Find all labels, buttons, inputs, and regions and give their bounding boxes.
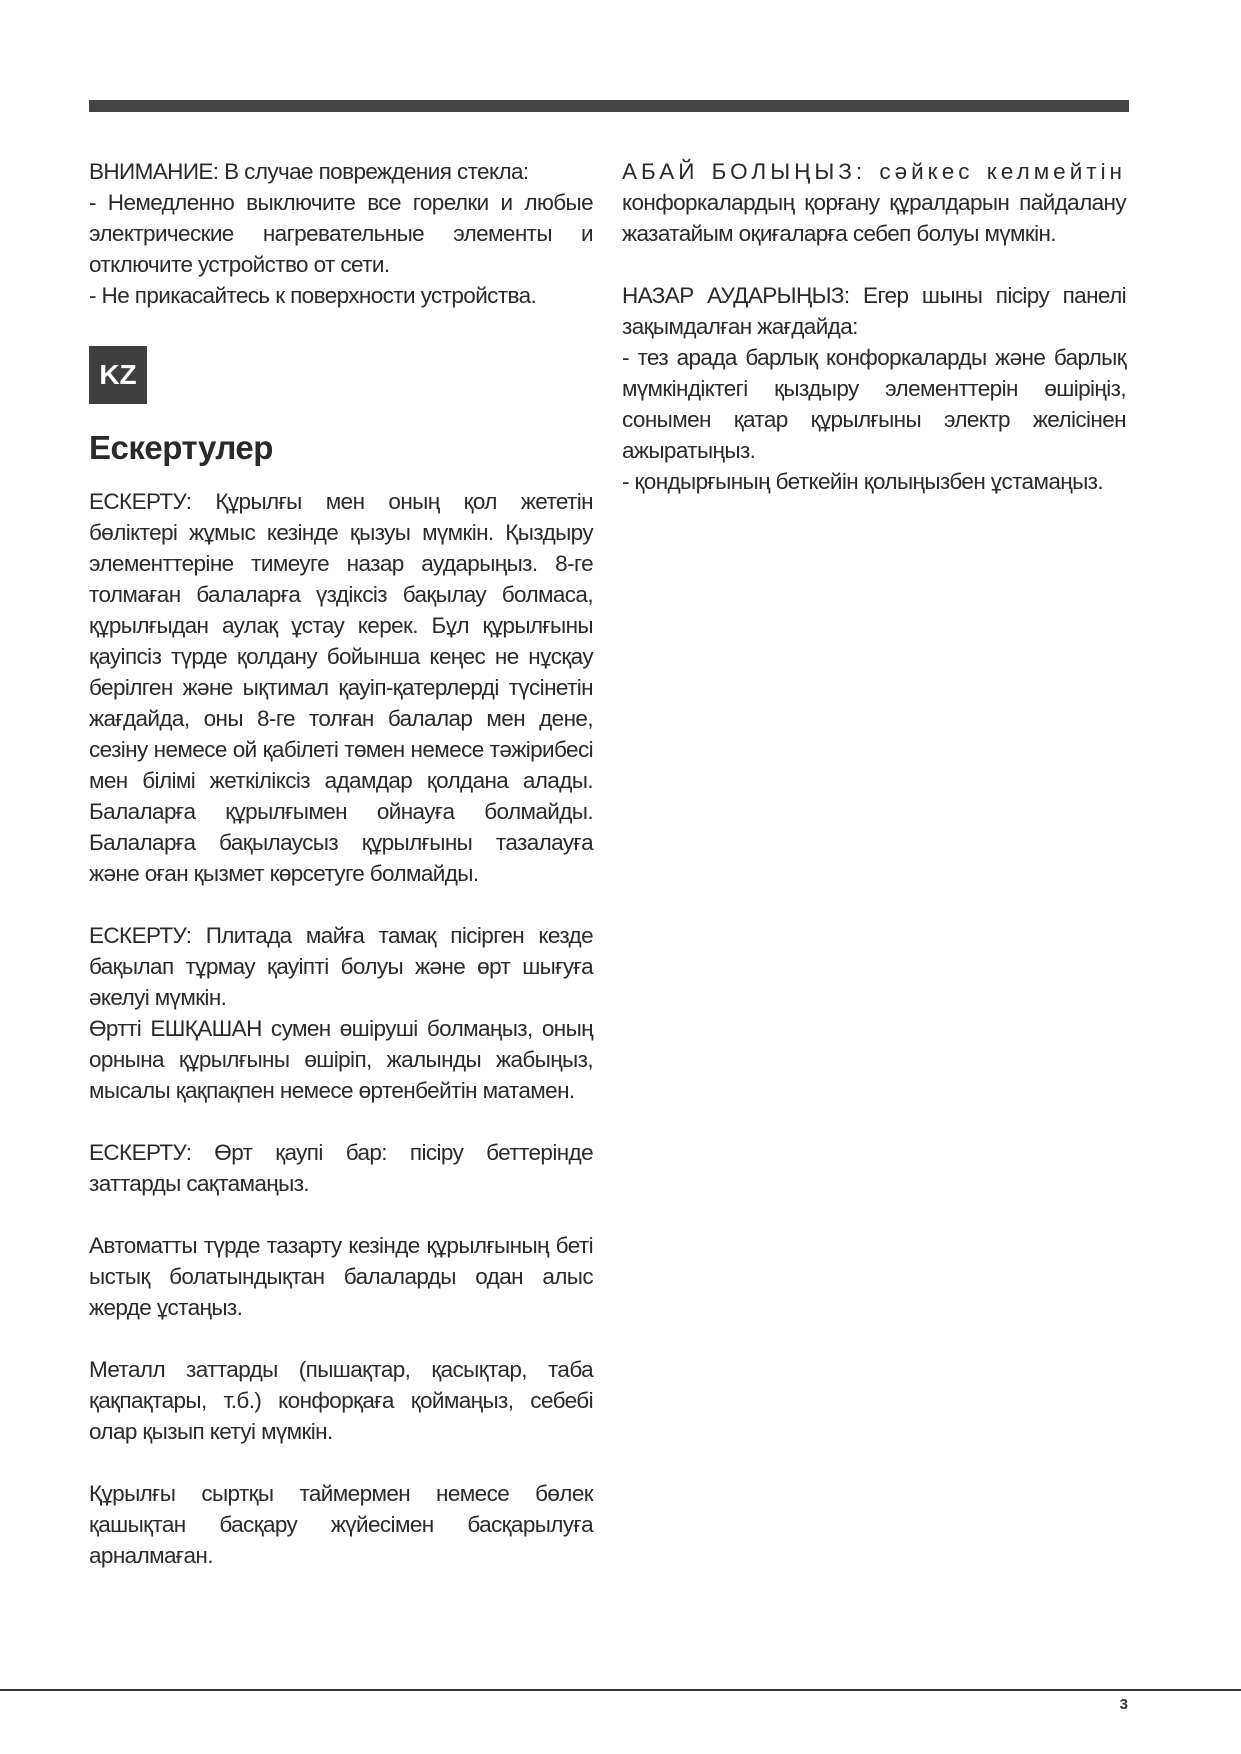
- warning-paragraph-1: ЕСКЕРТУ: Құрылғы мен оның қол жететін бөліктері жұмыс кезінде қызуы мүмкін. Қыздыру элементтеріне тимеуге назар аударыңыз. 8-ге толмаған балаларға үздіксіз бақылау болмаса, құрылғыдан аулақ ұстау керек. Бұл құрылғыны қауіпсіз түрде қолдану бойынша кеңес не нұсқау берілген және ықтимал қауіп-қатерлерді түсінетін жағдайда, оны 8-ге толған балалар мен дене, сезіну немесе ой қабілеті төмен немесе тәжірибесі мен білімі жеткіліксіз адамдар қолдана алады. Балаларға құрылғымен ойнауға болмайды. Балаларға бақылаусыз құрылғыны тазалауға және оған қызмет көрсетуге болмайды.: [89, 489, 593, 886]
- warning-paragraph-5: Металл заттарды (пышақтар, қасықтар, таба қақпақтары, т.б.) конфорқаға қоймаңыз, себебі олар қызып кетуі мүмкін.: [89, 1357, 593, 1444]
- language-badge-kz: KZ: [89, 346, 147, 404]
- warning-paragraph-6: Құрылғы сыртқы таймермен немесе бөлек қашықтан басқару жүйесімен басқарылуға арналмаған.: [89, 1481, 593, 1568]
- left-column: [89, 156, 593, 1571]
- ru-warning-item-2: - Не прикасайтесь к поверхности устройства.: [89, 283, 537, 308]
- attention-item-2: - қондырғының беткейін қолыңызбен ұстамаңыз.: [622, 469, 1104, 494]
- ru-warning-item-1: - Немедленно выключите все горелки и любые электрические нагревательные элементы и отключите устройство от сети.: [89, 190, 593, 277]
- warning-paragraph-4: Автоматты түрде тазарту кезінде құрылғының беті ыстық болатындықтан балаларды одан алыс жерде ұстаңыз.: [89, 1233, 593, 1320]
- caution-rest: конфоркалардың қорғану құралдарын пайдалану жазатайым оқиғаларға себеп болуы мүмкін.: [622, 190, 1126, 246]
- section-title: Ескертулер: [89, 429, 273, 466]
- ru-warning-heading: ВНИМАНИЕ: В случае повреждения стекла:: [89, 159, 529, 184]
- warning-paragraph-2a: ЕСКЕРТУ: Плитада майға тамақ пісірген кезде бақылап тұрмау қауіпті болуы және өрт шығуға әкелуі мүмкін.: [89, 923, 593, 1010]
- warning-paragraph-3: ЕСКЕРТУ: Өрт қаупі бар: пісіру беттерінде заттарды сақтамаңыз.: [89, 1140, 593, 1196]
- footer-rule: [0, 1689, 1241, 1691]
- attention-heading: НАЗАР АУДАРЫҢЫЗ: Егер шыны пісіру панелі зақымдалған жағдайда:: [622, 283, 1126, 339]
- caution-label: АБАЙ БОЛЫҢЫЗ: сәйкес келмейтін: [622, 159, 1126, 184]
- warning-paragraph-2b: Өртті ЕШҚАШАН сумен өшіруші болмаңыз, оның орнына құрылғыны өшіріп, жалынды жабыңыз, мысалы қақпақпен немесе өртенбейтін матамен.: [89, 1016, 593, 1103]
- attention-item-1: - тез арада барлық конфоркаларды және барлық мүмкіндіктегі қыздыру элементтерін өшіріңіз, сонымен қатар құрылғыны электр желісінен ажыратыңыз.: [622, 345, 1126, 463]
- page-number: 3: [1119, 1696, 1128, 1713]
- caution-paragraph: [622, 156, 1126, 249]
- right-column: [622, 156, 1126, 497]
- header-rule: [89, 100, 1129, 112]
